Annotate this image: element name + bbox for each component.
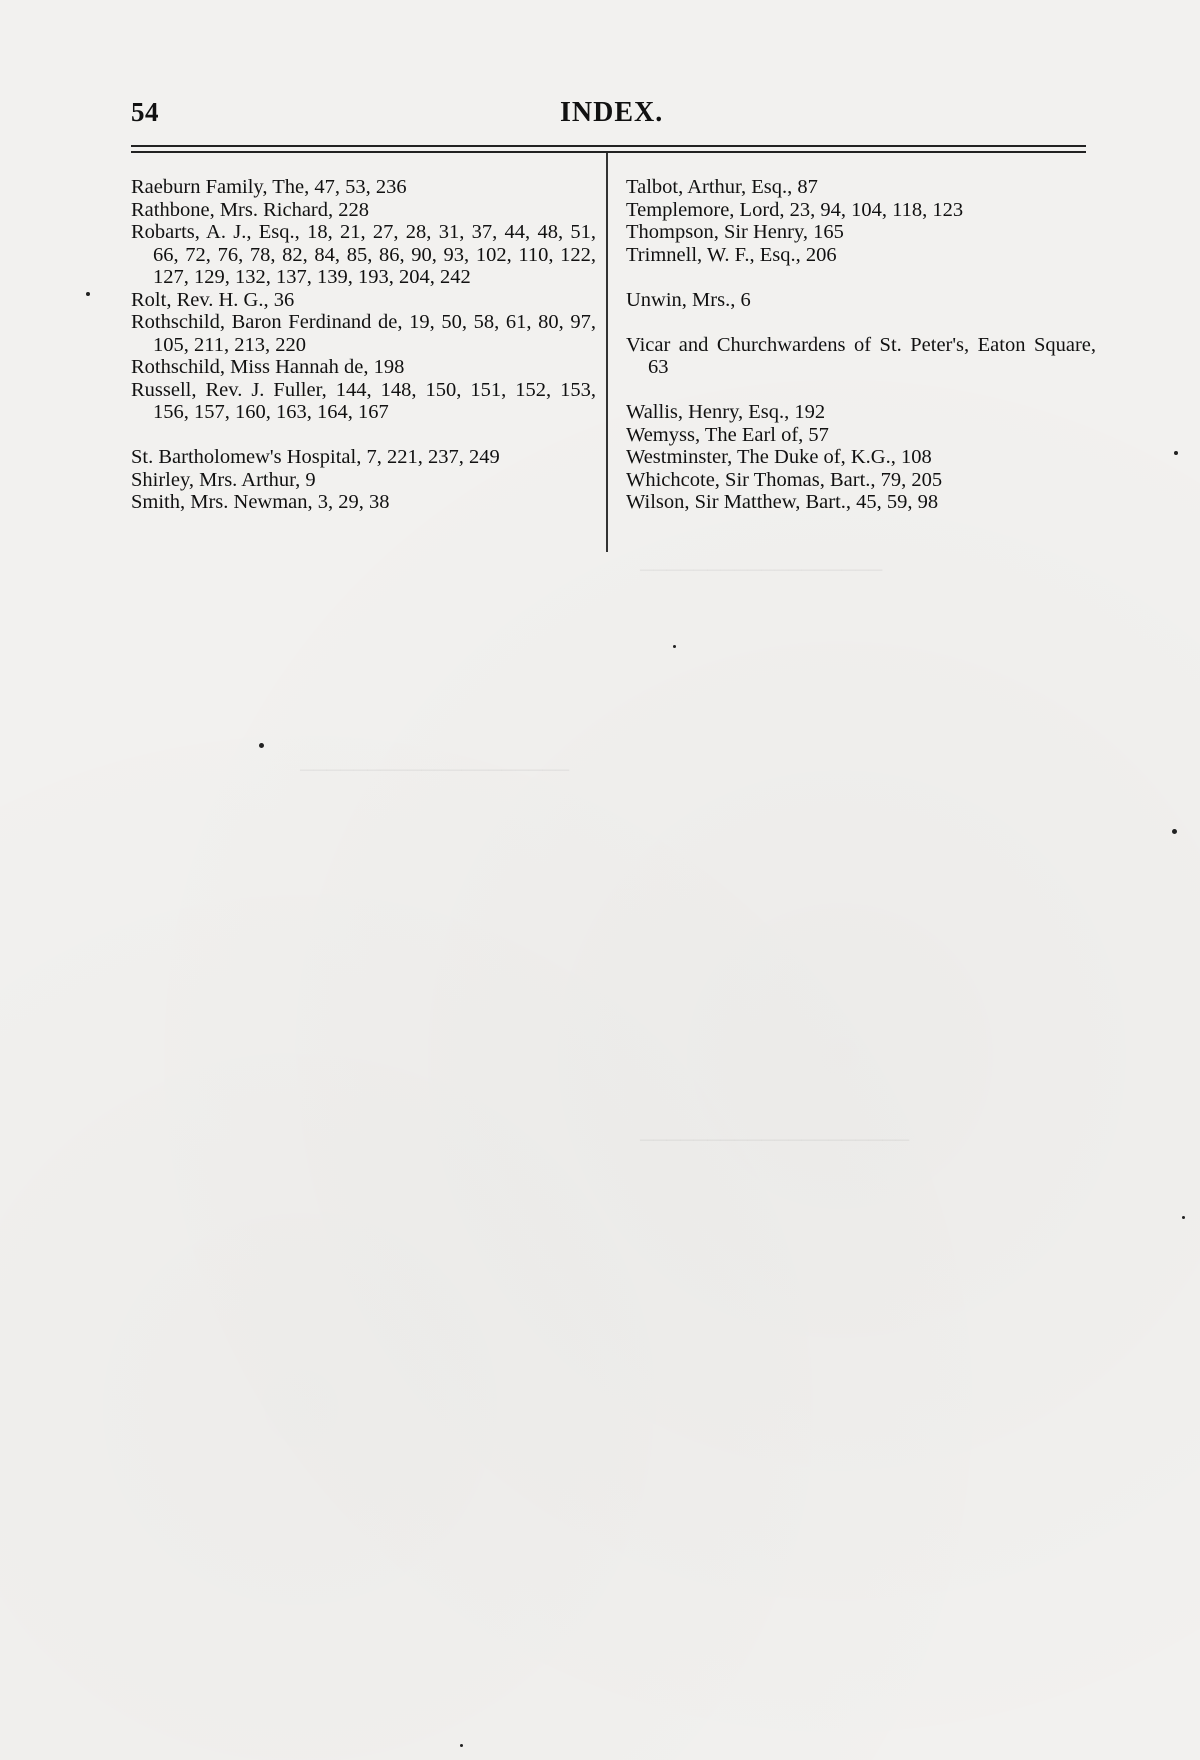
index-entry-raeburn: Raeburn Family, The, 47, 53, 236 bbox=[131, 176, 407, 198]
bleed-through-texture: ──────────────────── bbox=[640, 1130, 910, 1151]
index-entry-wilson: Wilson, Sir Matthew, Bart., 45, 59, 98 bbox=[626, 491, 939, 513]
index-entry-st-bartholomews: St. Bartholomew's Hospital, 7, 221, 237, 249 bbox=[131, 446, 500, 468]
index-entry-westminster: Westminster, The Duke of, K.G., 108 bbox=[626, 446, 932, 468]
entry-group-spacer bbox=[626, 266, 1096, 289]
entry-group-spacer bbox=[626, 379, 1096, 402]
page-title: INDEX. bbox=[560, 97, 664, 128]
index-entry-wallis: Wallis, Henry, Esq., 192 bbox=[626, 401, 826, 423]
index-entry-wemyss: Wemyss, The Earl of, 57 bbox=[626, 423, 829, 446]
index-entry-rothschild-ferdinand: Rothschild, Baron Ferdinand de, 19, 50, 58, 61, 80, 97, 105, 211, 213, 220 bbox=[131, 311, 596, 356]
index-entry-rothschild-hannah: Rothschild, Miss Hannah de, 198 bbox=[131, 356, 405, 378]
page-number: 54 bbox=[131, 97, 159, 127]
index-entry-whichcote: Whichcote, Sir Thomas, Bart., 79, 205 bbox=[626, 468, 943, 491]
bleed-through-texture: ──────────────────── bbox=[300, 760, 570, 781]
scan-speck bbox=[1172, 829, 1177, 834]
index-entry-rathbone: Rathbone, Mrs. Richard, 228 bbox=[131, 198, 369, 221]
index-entry-talbot: Talbot, Arthur, Esq., 87 bbox=[626, 176, 818, 198]
index-entry-templemore: Templemore, Lord, 23, 94, 104, 118, 123 bbox=[626, 198, 964, 221]
index-entry-smith: Smith, Mrs. Newman, 3, 29, 38 bbox=[131, 491, 390, 513]
index-column-left bbox=[131, 176, 596, 514]
index-entry-vicar-st-peters: Vicar and Churchwardens of St. Peter's, Eaton Square, 63 bbox=[626, 333, 1096, 378]
index-entry-unwin: Unwin, Mrs., 6 bbox=[626, 288, 751, 311]
scan-speck bbox=[1174, 451, 1178, 455]
index-entry-trimnell: Trimnell, W. F., Esq., 206 bbox=[626, 243, 837, 266]
scan-speck bbox=[259, 743, 264, 748]
scan-speck bbox=[1182, 1216, 1185, 1219]
header-rule-thin bbox=[131, 145, 1086, 147]
index-entry-shirley: Shirley, Mrs. Arthur, 9 bbox=[131, 468, 316, 491]
scan-speck bbox=[86, 292, 90, 296]
scan-speck bbox=[460, 1744, 463, 1747]
index-column-right bbox=[626, 176, 1096, 514]
index-entry-robarts: Robarts, A. J., Esq., 18, 21, 27, 28, 31, 37, 44, 48, 51, 66, 72, 76, 78, 82, 84, 85, 86, 90, 93, 102, 110, 122, 127, 129, 132, 137, 139, 193, 204, 242 bbox=[131, 221, 596, 288]
bleed-through-texture: ────────────────── bbox=[640, 560, 883, 581]
index-entry-thompson: Thompson, Sir Henry, 165 bbox=[626, 221, 844, 243]
entry-group-spacer bbox=[626, 311, 1096, 334]
index-entry-rolt: Rolt, Rev. H. G., 36 bbox=[131, 288, 295, 311]
scan-speck bbox=[673, 645, 676, 648]
index-entry-russell: Russell, Rev. J. Fuller, 144, 148, 150, 151, 152, 153, 156, 157, 160, 163, 164, 167 bbox=[131, 378, 596, 423]
header-rule-thick bbox=[131, 151, 1086, 153]
entry-group-spacer bbox=[131, 424, 596, 447]
column-divider bbox=[606, 153, 608, 552]
